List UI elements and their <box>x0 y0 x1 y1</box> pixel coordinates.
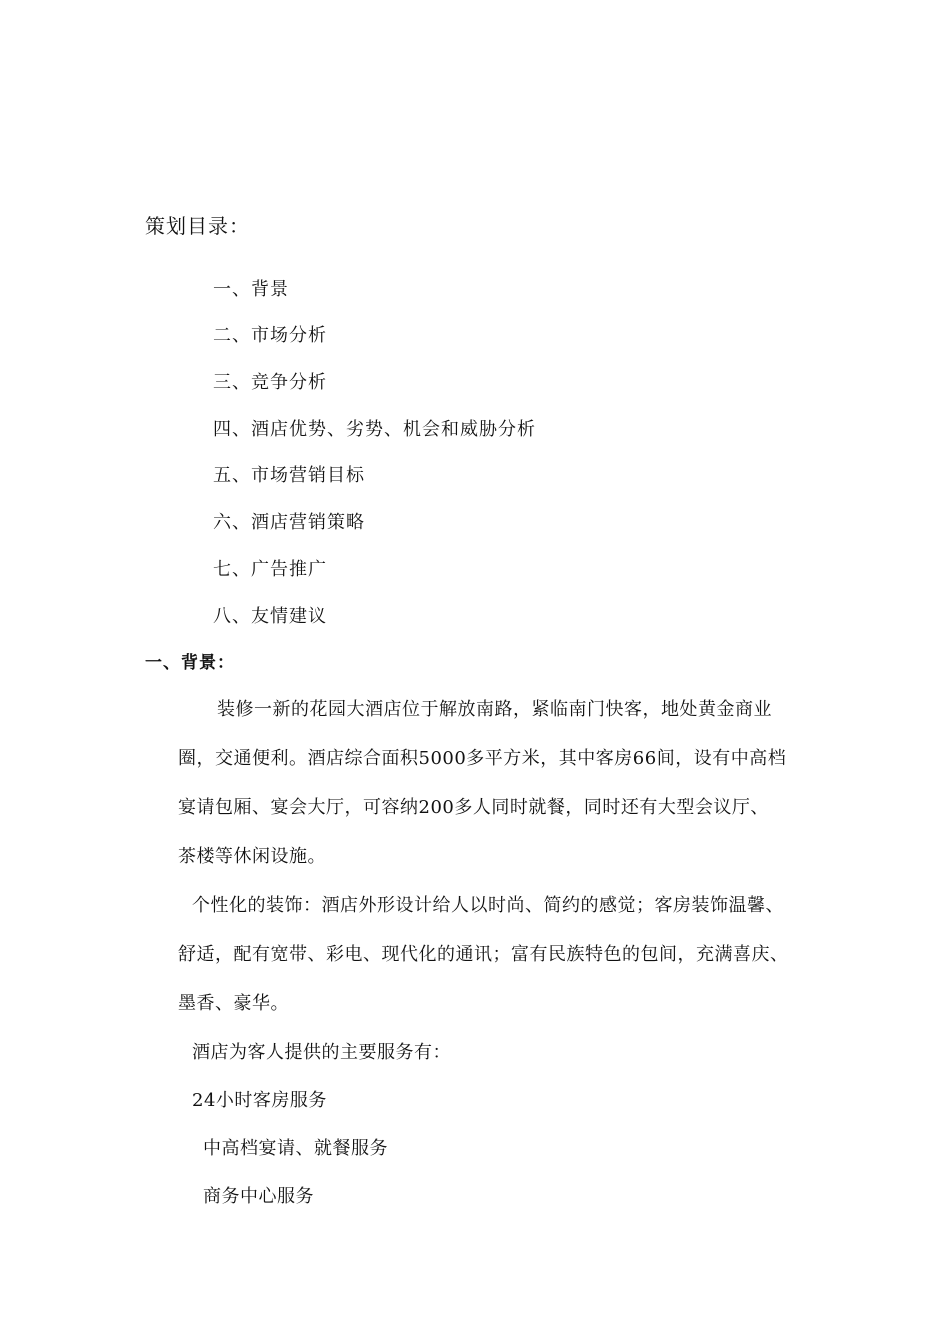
intro-line-4: 茶楼等休闲设施。 <box>178 846 326 867</box>
decor-line-3: 墨香、豪华。 <box>178 993 289 1014</box>
decor-line-1: 个性化的装饰：酒店外形设计给人以时尚、简约的感觉；客房装饰温馨、 <box>192 895 784 916</box>
service-item-2: 中高档宴请、就餐服务 <box>203 1138 388 1159</box>
service-item-3: 商务中心服务 <box>203 1186 314 1207</box>
toc-item-5: 五、市场营销目标 <box>213 465 365 486</box>
toc-item-6: 六、酒店营销策略 <box>213 512 365 533</box>
services-intro: 酒店为客人提供的主要服务有： <box>192 1042 451 1063</box>
toc-item-1: 一、背景 <box>213 279 289 300</box>
toc-item-7: 七、广告推广 <box>213 559 327 580</box>
service-item-1: 24小时客房服务 <box>192 1090 327 1111</box>
decor-line-2: 舒适，配有宽带、彩电、现代化的通讯；富有民族特色的包间，充满喜庆、 <box>178 944 789 965</box>
intro-line-2: 圈，交通便利。酒店综合面积5000多平方米，其中客房66间，设有中高档 <box>178 748 787 769</box>
toc-item-4: 四、酒店优势、劣势、机会和威胁分析 <box>213 419 536 440</box>
section-heading-background: 一、背景： <box>145 653 235 673</box>
intro-line-1: 装修一新的花园大酒店位于解放南路，紧临南门快客，地处黄金商业 <box>217 699 772 720</box>
toc-item-2: 二、市场分析 <box>213 325 327 346</box>
toc-title: 策划目录： <box>145 214 250 238</box>
intro-line-3: 宴请包厢、宴会大厅，可容纳200多人同时就餐，同时还有大型会议厅、 <box>178 797 769 818</box>
toc-item-8: 八、友情建议 <box>213 606 327 627</box>
toc-item-3: 三、竞争分析 <box>213 372 327 393</box>
